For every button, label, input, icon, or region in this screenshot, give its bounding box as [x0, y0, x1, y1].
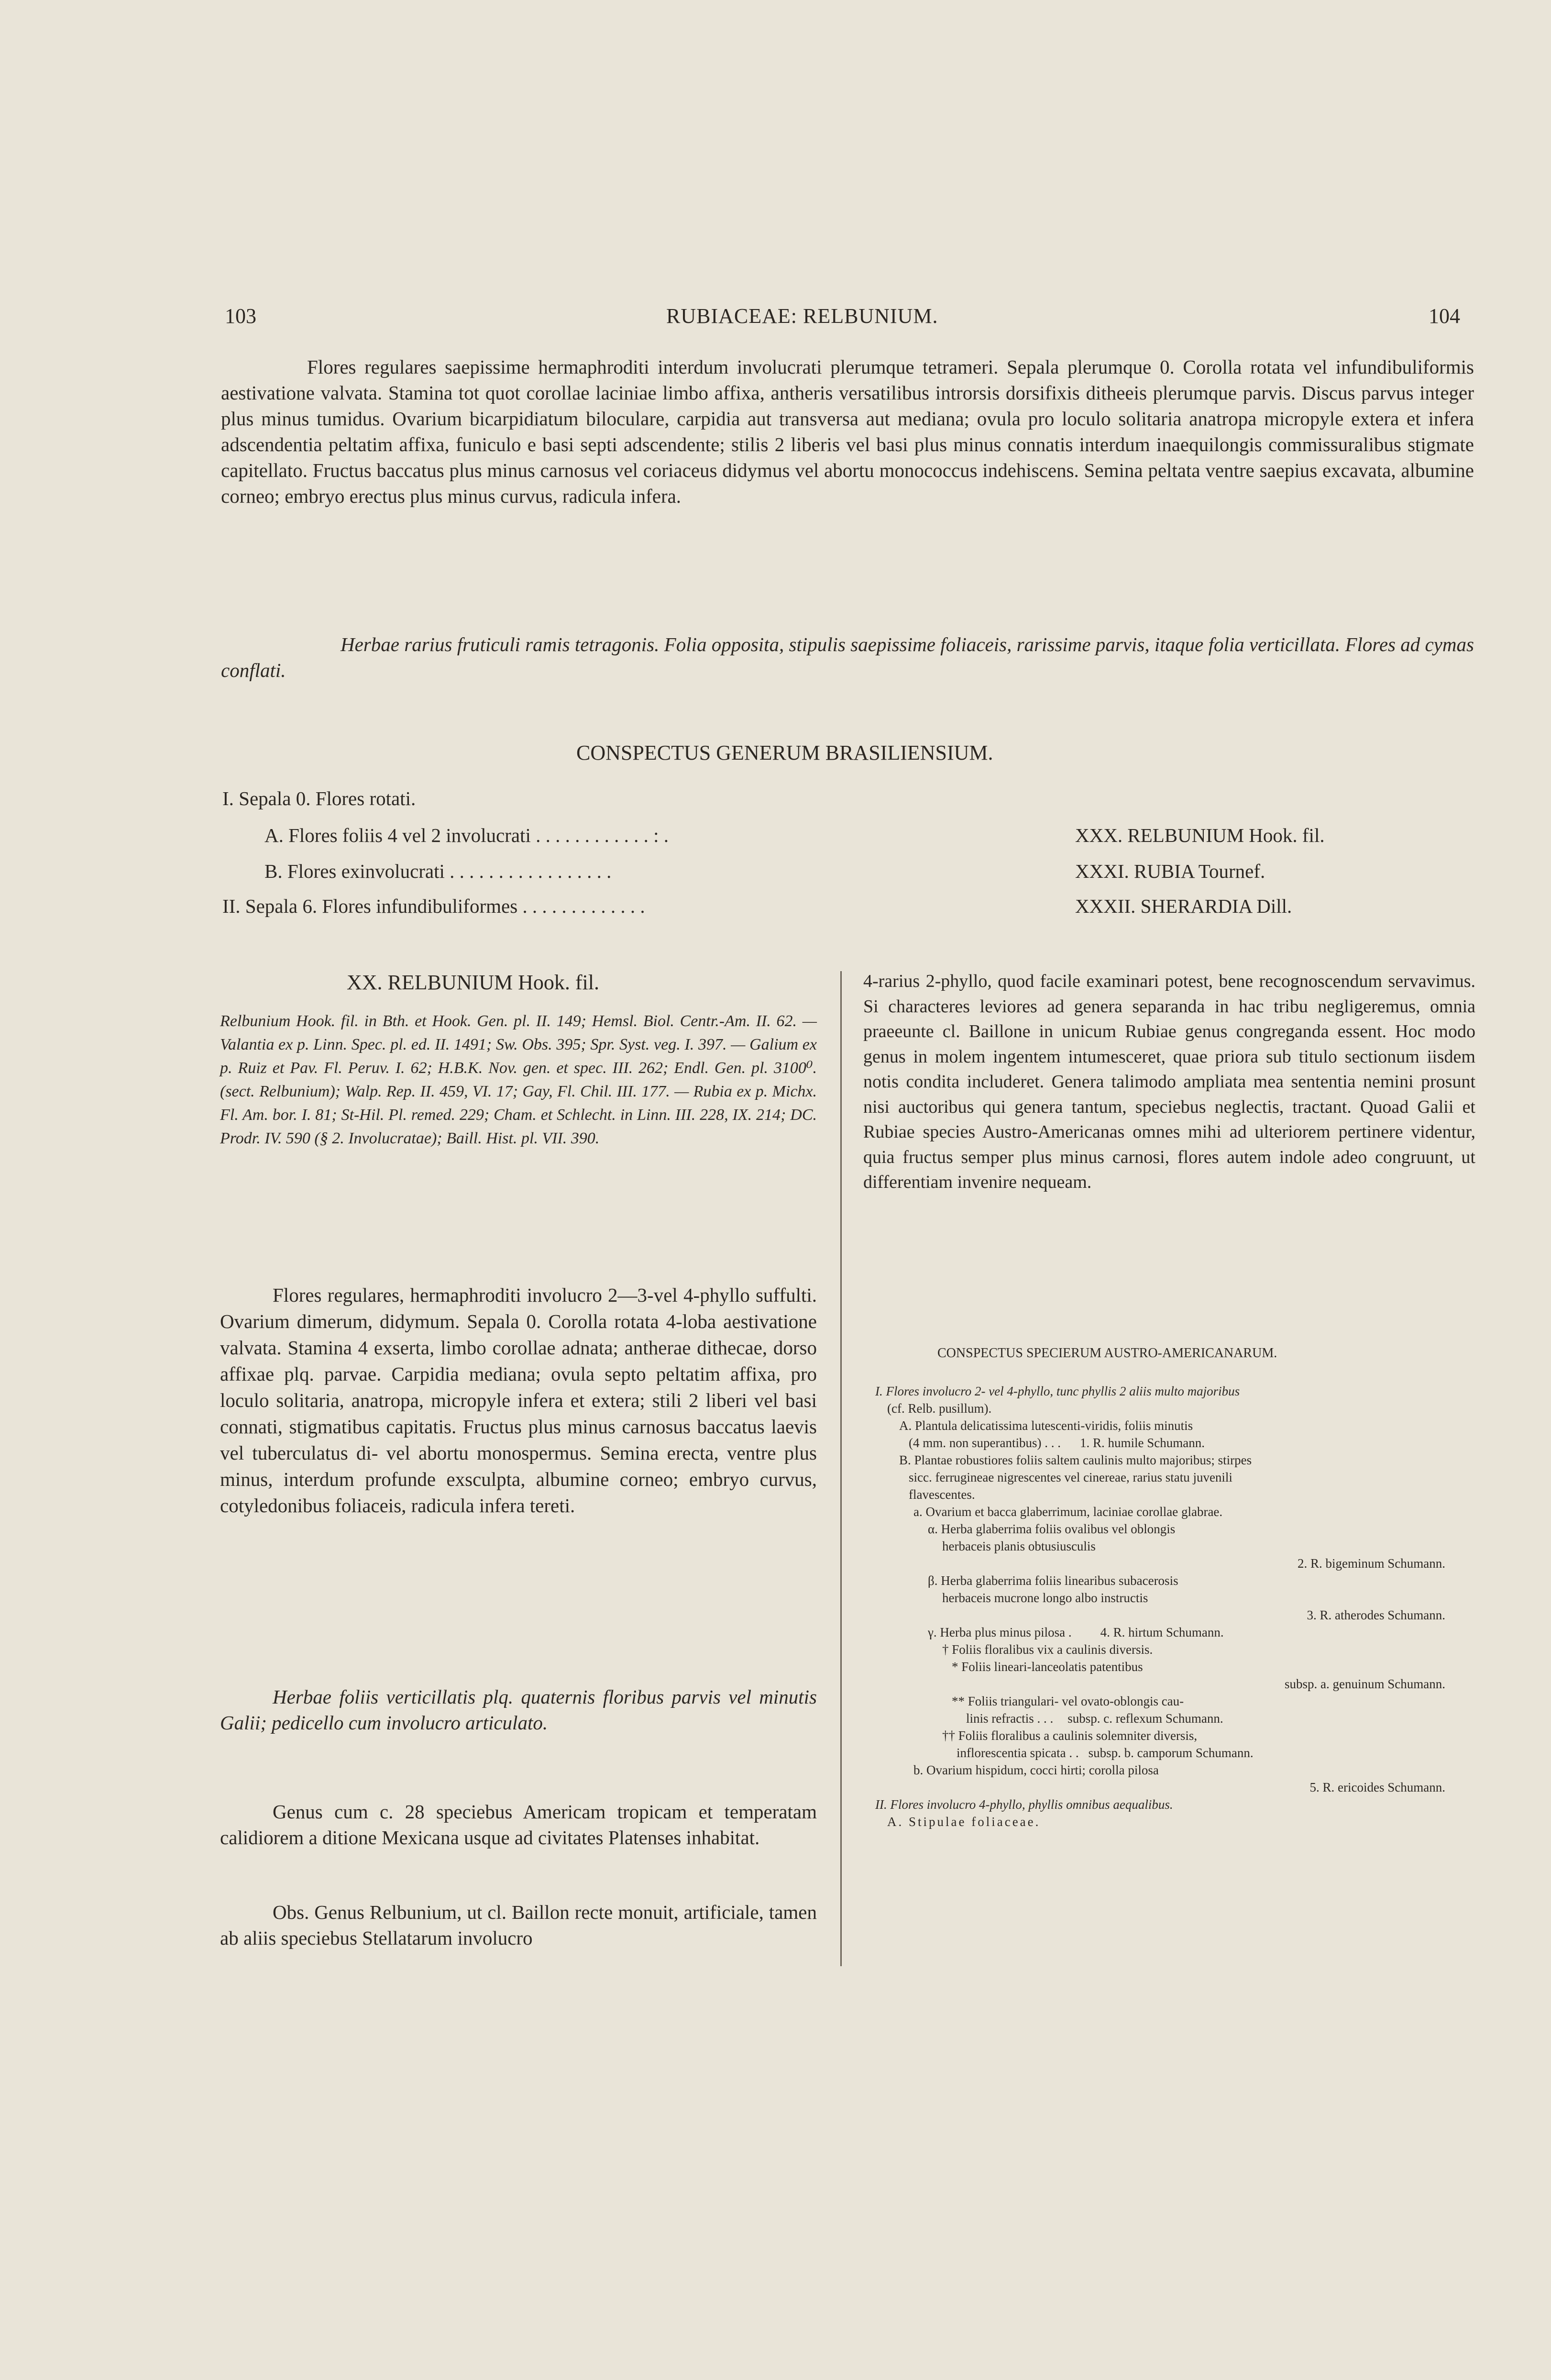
continuation-text: 4-rarius 2-phyllo, quod facile examinari potest, bene recognoscendum servavimus. Si characteres leviores ad genera separanda in hac tribu negligeremus, omnia praeeunte cl. Baillone in unicum Rubiae genus congreganda essent. Hoc modo genus in molem ingentem intumesceret, quae priora sub titulo sectionum iisdem notis condita includeret. Genera talimodo ampliata mea sententia nemini prosunt nisi auctoribus qui genera tantum, speciebus neglectis, tractant. Quoad Galii et Rubiae species Austro-Americanas omnes mihi ad ulteriorem pertinere videntur, quia fructus semper plus minus carnosi, flores autem indole adeo congruunt, ut differentiam invenire nequeam. — [863, 971, 1475, 1192]
key-line: γ. Herba plus minus pilosa . — [928, 1625, 1072, 1639]
species-key — [875, 1383, 1464, 1830]
obs-note: Obs. Genus Relbunium, ut cl. Baillon recte monuit, artificiale, tamen ab aliis speciebus Stellatarum involucro — [220, 1901, 817, 1949]
key-line: ** Foliis triangulari- vel ovato-oblongis cau- — [952, 1694, 1184, 1708]
conspectus-row-right: XXX. RELBUNIUM Hook. fil. — [1075, 824, 1325, 846]
conspectus-row-left: B. Flores exinvolucrati . . . . . . . . . . . . . . . . . — [264, 860, 612, 882]
genus-distribution: Genus cum c. 28 speciebus Americam tropicam et temperatam calidiorem a ditione Mexicana usque ad civitates Platenses inhabitat. — [220, 1801, 817, 1849]
page-number-right: 104 — [1429, 304, 1460, 328]
conspectus-row-right: XXXI. RUBIA Tournef. — [1075, 860, 1265, 882]
key-species: 4. R. hirtum Schumann. — [1100, 1625, 1224, 1639]
synonymy: Relbunium Hook. fil. in Bth. et Hook. Gen. pl. II. 149; Hemsl. Biol. Centr.-Am. II. 62. — Valantia ex p. Linn. Spec. pl. ed. II. 1491; Sw. Obs. 395; Spr. Syst. veg. I. 397. — Galium ex p. Ruiz et Pav. Fl. Peruv. I. 62; H.B.K. Nov. gen. et spec. III. 262; Endl. Gen. pl. 3100⁰. (sect. Relbunium); Walp. Rep. II. 459, VI. 17; Gay, Fl. Chil. III. 177. — Rubia ex p. Michx. Fl. Am. bor. I. 81; St-Hil. Pl. remed. 229; Cham. et Schlecht. in Linn. III. 228, IX. 214; DC. Prodr. IV. 590 (§ 2. Involucratae); Baill. Hist. pl. VII. 390. — [220, 1012, 817, 1147]
key-line: sicc. ferrugineae nigrescentes vel cinereae, rarius statu juvenili — [909, 1470, 1232, 1484]
key-line: I. Flores involucro 2- vel 4-phyllo, tunc phyllis 2 aliis multo majoribus — [875, 1384, 1240, 1398]
conspectus-row-left: II. Sepala 6. Flores infundibuliformes . . . . . . . . . . . . . — [222, 895, 645, 917]
key-species: subsp. a. genuinum Schumann. — [1285, 1677, 1445, 1691]
key-line: β. Herba glaberrima foliis linearibus subacerosis — [928, 1573, 1178, 1588]
intro-paragraph: Flores regulares saepissime hermaphroditi interdum involucrati plerumque tetrameri. Sepala plerumque 0. Corolla rotata vel infundibuliformis aestivatione valvata. Stamina tot quot corollae laciniae limbo affixa, antheris versatilibus introrsis dorsifixis ditheeis plerumque parvis. Discus parvus integer plus minus tumidus. Ovarium bicarpidiatum biloculare, carpidia aut transversa aut mediana; ovula pro loculo solitaria anatropa micropyle extera et infera adscendentia peltatim affixa, funiculo e basi septi adscendente; stilis 2 liberis vel basi plus minus connatis interdum inaequilongis commissuralibus stigmate capitellato. Fructus baccatus plus minus carnosus vel coriaceus didymus vel abortu monococcus indehiscens. Semina peltata ventre saepius excavata, albumine corneo; embryo erectus plus minus curvus, radicula infera. — [221, 356, 1474, 507]
key-line: * Foliis lineari-lanceolatis patentibus — [952, 1660, 1143, 1674]
key-species: 3. R. atherodes Schumann. — [1307, 1608, 1445, 1622]
key-line: B. Plantae robustiores foliis saltem caulinis multo majoribus; stirpes — [899, 1453, 1252, 1467]
conspectus-title: CONSPECTUS GENERUM BRASILIENSIUM. — [576, 741, 993, 764]
key-line: †† Foliis floralibus a caulinis solemniter diversis, — [942, 1728, 1198, 1743]
key-line: inflorescentia spicata . . — [957, 1746, 1079, 1760]
genus-description: Flores regulares, hermaphroditi involucro 2—3-vel 4-phyllo suffulti. Ovarium dimerum, didymum. Sepala 0. Corolla rotata 4-loba aestivatione valvata. Stamina 4 exserta, limbo corollae adnata; antherae dithecae, dorso affixae plq. parvae. Carpidia mediana; ovula septo peltatim affixa, pro loculo solitaria, anatropa, micropyle infera et extera; stili 2 liberi vel basi connati, stigmatibus capitatis. Fructus plus minus carnosus baccatus laevis vel tuberculatus di- vel abortu monospermus. Semina erecta, ventre plus minus, interdum profunde exsculpta, albumine corneo; embryo curvus, cotyledonibus foliaceis, radicula infera tereti. — [220, 1284, 817, 1517]
key-line: herbaceis planis obtusiusculis — [942, 1539, 1096, 1553]
running-title: RUBIACEAE: RELBUNIUM. — [666, 304, 938, 328]
habit-paragraph: Herbae rarius fruticuli ramis tetragonis. Folia opposita, stipulis saepissime foliaceis, rarissime parvis, itaque folia verticillata. Flores ad cymas conflati. — [221, 633, 1474, 681]
key-species: subsp. b. camporum Schumann. — [1088, 1746, 1254, 1760]
key-line: (cf. Relb. pusillum). — [887, 1401, 992, 1416]
conspectus-row-left: A. Flores foliis 4 vel 2 involucrati . . . . . . . . . . . . : . — [264, 824, 669, 846]
key-species: subsp. c. reflexum Schumann. — [1067, 1711, 1223, 1726]
page-number-left: 103 — [225, 304, 256, 328]
species-key-title: CONSPECTUS SPECIERUM AUSTRO-AMERICANARUM. — [937, 1346, 1277, 1361]
key-species: 5. R. ericoides Schumann. — [1309, 1780, 1445, 1794]
genus-title: XX. RELBUNIUM Hook. fil. — [347, 971, 599, 994]
key-line: II. Flores involucro 4-phyllo, phyllis omnibus aequalibus. — [875, 1797, 1173, 1812]
conspectus-row-left: I. Sepala 0. Flores rotati. — [222, 787, 416, 809]
key-line: † Foliis floralibus vix a caulinis diversis. — [942, 1642, 1153, 1657]
key-species: 2. R. bigeminum Schumann. — [1298, 1556, 1445, 1571]
key-line: herbaceis mucrone longo albo instructis — [942, 1591, 1148, 1605]
key-line: b. Ovarium hispidum, cocci hirti; corolla pilosa — [913, 1763, 1159, 1777]
key-line: a. Ovarium et bacca glaberrimum, laciniae corollae glabrae. — [913, 1505, 1223, 1519]
key-line: linis refractis . . . — [966, 1711, 1054, 1726]
column-divider — [840, 971, 842, 1966]
key-line: (4 mm. non superantibus) . . . — [909, 1436, 1061, 1450]
key-line: A. Stipulae foliaceae. — [887, 1815, 1041, 1829]
conspectus-row-right: XXXII. SHERARDIA Dill. — [1075, 895, 1292, 917]
key-species: 1. R. humile Schumann. — [1079, 1436, 1205, 1450]
key-line: α. Herba glaberrima foliis ovalibus vel oblongis — [928, 1522, 1176, 1536]
genus-habit: Herbae foliis verticillatis plq. quaternis floribus parvis vel minutis Galii; pedicello cum involucro articulato. — [220, 1686, 817, 1734]
key-line: flavescentes. — [909, 1487, 975, 1502]
key-line: A. Plantula delicatissima lutescenti-viridis, foliis minutis — [899, 1418, 1193, 1433]
